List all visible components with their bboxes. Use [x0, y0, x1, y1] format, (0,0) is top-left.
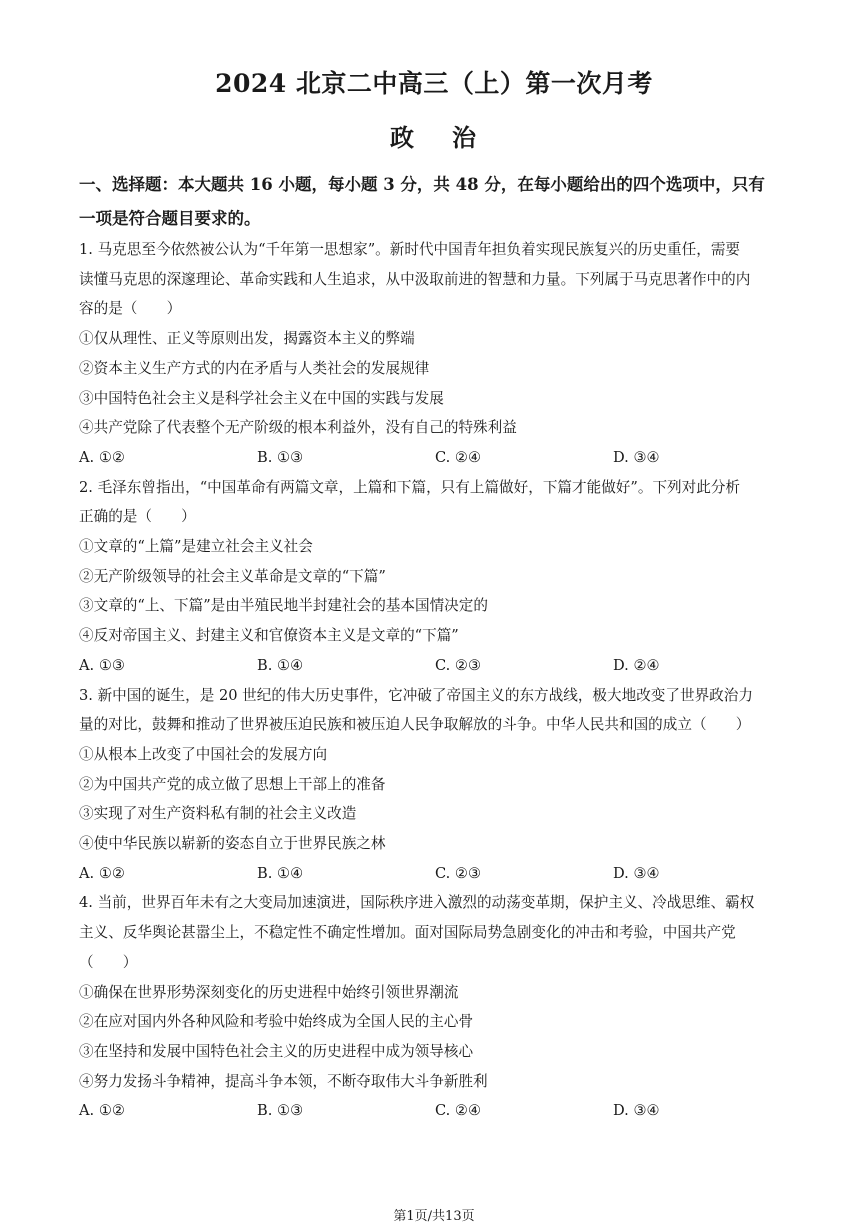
option-c: C. ②④	[435, 1102, 482, 1120]
section-heading-line: 一项是符合题目要求的。	[79, 209, 261, 228]
subject-char: 政	[390, 123, 416, 152]
statement-item: ③在坚持和发展中国特色社会主义的历史进程中成为领导核心	[79, 1042, 474, 1060]
question-stem-line: 量的对比，鼓舞和推动了世界被压迫民族和被压迫人民争取解放的斗争。中华人民共和国的成立（ ）	[79, 716, 751, 734]
statement-item: ③文章的“上、下篇”是由半殖民地半封建社会的基本国情决定的	[79, 597, 488, 615]
statement-item: ④反对帝国主义、封建主义和官僚资本主义是文章的“下篇”	[79, 627, 459, 645]
statement-item: ②资本主义生产方式的内在矛盾与人类社会的发展规律	[79, 359, 430, 377]
statement-item: ②在应对国内外各种风险和考验中始终成为全国人民的主心骨	[79, 1013, 474, 1031]
question-stem-line: 读懂马克思的深邃理论、革命实践和人生追求，从中汲取前进的智慧和力量。下列属于马克思著作中的内	[79, 270, 751, 288]
answer-options	[79, 1096, 793, 1126]
option-c: C. ②③	[435, 656, 482, 674]
option-a: A. ①②	[79, 448, 125, 466]
page-number: 第1页/共13页	[393, 1209, 475, 1224]
question-4	[79, 888, 793, 1126]
question-1	[79, 235, 793, 473]
option-a: A. ①③	[79, 656, 125, 674]
section-heading-line: 一、选择题：本大题共 16 小题，每小题 3 分，共 48 分，在每小题给出的四个选项中，只有	[79, 175, 765, 194]
question-2	[79, 473, 793, 681]
answer-options	[79, 651, 793, 681]
statement-item: ④努力发扬斗争精神，提高斗争本领，不断夺取伟大斗争新胜利	[79, 1072, 488, 1090]
option-c: C. ②④	[435, 448, 482, 466]
option-a: A. ①②	[79, 864, 125, 882]
statement-item: ④共产党除了代表整个无产阶级的根本利益外，没有自己的特殊利益	[79, 419, 517, 437]
option-d: D. ②④	[613, 656, 660, 674]
statement-item: ③实现了对生产资料私有制的社会主义改造	[79, 805, 357, 823]
question-stem-line: 正确的是（ ）	[79, 508, 196, 526]
question-stem-line: 3. 新中国的诞生，是 20 世纪的伟大历史事件，它冲破了帝国主义的东方战线，极大地改变了世界政治力	[79, 686, 753, 704]
exam-title: 2024 北京二中高三（上）第一次月考	[215, 69, 653, 98]
statement-item: ①确保在世界形势深刻变化的历史进程中始终引领世界潮流	[79, 983, 459, 1001]
section-heading	[79, 168, 793, 236]
statement-item: ②无产阶级领导的社会主义革命是文章的“下篇”	[79, 567, 386, 585]
statement-item: ④使中华民族以崭新的姿态自立于世界民族之林	[79, 835, 386, 853]
option-b: B. ①③	[257, 1102, 304, 1120]
statement-item: ①仅从理性、正义等原则出发，揭露资本主义的弊端	[79, 330, 415, 348]
option-b: B. ①④	[257, 656, 304, 674]
question-stem-line: 1. 马克思至今依然被公认为“千年第一思想家”。新时代中国青年担负着实现民族复兴的历史重任，需要	[79, 241, 741, 258]
statement-item: ①从根本上改变了中国社会的发展方向	[79, 745, 328, 763]
statement-item: ②为中国共产党的成立做了思想上干部上的准备	[79, 775, 386, 793]
question-stem-line: 主义、反华舆论甚嚣尘上，不稳定性不确定性增加。面对国际局势急剧变化的冲击和考验，中国共产党	[79, 924, 736, 942]
subject-char: 治	[452, 123, 478, 152]
option-a: A. ①②	[79, 1102, 125, 1120]
answer-options	[79, 859, 793, 889]
option-d: D. ③④	[613, 1102, 660, 1120]
option-b: B. ①④	[257, 864, 304, 882]
option-b: B. ①③	[257, 448, 304, 466]
question-3	[79, 681, 793, 889]
questions-list	[79, 235, 793, 1126]
statement-item: ①文章的“上篇”是建立社会主义社会	[79, 538, 313, 556]
subject-title	[0, 118, 868, 153]
question-stem-line: （ ）	[79, 953, 138, 971]
option-d: D. ③④	[613, 448, 660, 466]
option-d: D. ③④	[613, 864, 660, 882]
option-c: C. ②③	[435, 864, 482, 882]
question-stem-line: 容的是（ ）	[79, 300, 182, 318]
answer-options	[79, 443, 793, 473]
statement-item: ③中国特色社会主义是科学社会主义在中国的实践与发展	[79, 389, 444, 407]
question-stem-line: 2. 毛泽东曾指出，“中国革命有两篇文章，上篇和下篇，只有上篇做好，下篇才能做好”。下列对此分析	[79, 478, 741, 496]
question-stem-line: 4. 当前，世界百年未有之大变局加速演进，国际秩序进入激烈的动荡变革期，保护主义、冷战思维、霸权	[79, 894, 755, 912]
